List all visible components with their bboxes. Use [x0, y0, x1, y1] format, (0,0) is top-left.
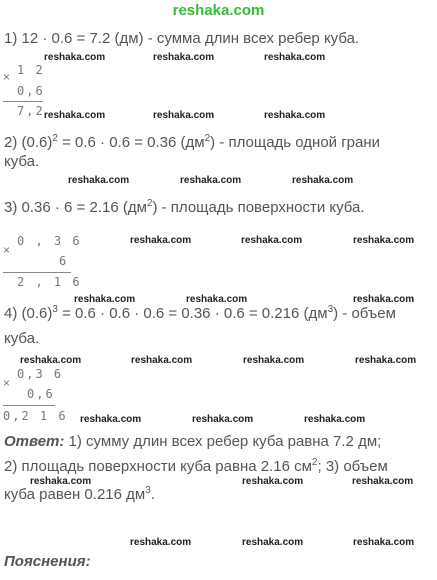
- step-3: 3) 0.36 · 6 = 2.16 $(дм^2)$ - площадь поверхности куба.: [4, 198, 365, 216]
- step-2: 2) $(0.6)^2 = 0.6 \cdot 0.6 = 0.36$ $(дм^2)$ - площадь одной грани: [4, 133, 381, 151]
- watermark: reshaka.com: [304, 414, 366, 425]
- watermark: reshaka.com: [153, 110, 215, 121]
- answer-line-1: Ответ: 1) сумму длин всех ребер куба равна 7.2 дм;: [4, 433, 382, 450]
- watermark: reshaka.com: [74, 294, 136, 305]
- calc-3-result: 0,2 1 6: [3, 409, 68, 423]
- watermark: reshaka.com: [131, 355, 193, 366]
- watermark: reshaka.com: [292, 175, 354, 186]
- watermark: reshaka.com: [242, 537, 304, 548]
- watermark: reshaka.com: [243, 355, 305, 366]
- watermark: reshaka.com: [353, 235, 415, 246]
- calc-1-top: 1 2: [17, 63, 45, 77]
- watermark: reshaka.com: [352, 476, 414, 487]
- calc-2-result: 2 , 1 6: [17, 275, 82, 289]
- watermark: reshaka.com: [80, 414, 142, 425]
- watermark: reshaka.com: [186, 294, 248, 305]
- watermark: reshaka.com: [130, 537, 192, 548]
- multiply-sign-1: ×: [3, 70, 11, 84]
- watermark: reshaka.com: [192, 414, 254, 425]
- answer-line-3: куба равен 0.216 $дм^3$.: [4, 485, 155, 503]
- calc-2-rule: [3, 272, 71, 273]
- watermark: reshaka.com: [44, 110, 106, 121]
- step-2-cont: куба.: [4, 153, 40, 170]
- calc-1-rule: [3, 101, 43, 102]
- calc-1-mid: 0,6: [17, 84, 45, 98]
- watermark: reshaka.com: [44, 52, 106, 63]
- watermark: reshaka.com: [68, 175, 130, 186]
- explanations-heading: Пояснения:: [4, 553, 91, 570]
- watermark: reshaka.com: [130, 235, 192, 246]
- watermark: reshaka.com: [30, 476, 92, 487]
- watermark: reshaka.com: [180, 175, 242, 186]
- multiply-sign-2: ×: [3, 243, 11, 257]
- watermark: reshaka.com: [241, 235, 303, 246]
- watermark: reshaka.com: [153, 52, 215, 63]
- watermark: reshaka.com: [353, 294, 415, 305]
- watermark: reshaka.com: [264, 52, 326, 63]
- watermark: reshaka.com: [355, 355, 417, 366]
- step-4-cont: куба.: [4, 330, 40, 347]
- site-title[interactable]: reshaka.com: [172, 2, 265, 19]
- calc-2-top: 0 , 3 6: [17, 234, 82, 248]
- step-1: 1) 12 · 0.6 = 7.2 (дм) - сумма длин всех ребер куба.: [4, 30, 360, 47]
- watermark: reshaka.com: [242, 476, 304, 487]
- watermark: reshaka.com: [20, 355, 82, 366]
- answer-line-2: 2) площадь поверхности куба равна 2.16 $см^2$; 3) объем: [4, 457, 388, 475]
- watermark: reshaka.com: [353, 537, 415, 548]
- calc-3-top: 0,3 6: [17, 367, 64, 381]
- calc-3-rule: [3, 405, 55, 406]
- calc-1-result: 7,2: [17, 104, 45, 118]
- calc-3-mid: 0,6: [27, 387, 55, 401]
- multiply-sign-3: ×: [3, 376, 11, 390]
- watermark: reshaka.com: [264, 110, 326, 121]
- step-4: 4) $(0.6)^3 = 0.6 \cdot 0.6 \cdot 0.6 = 0.36 \cdot 0.6 = 0.216$ $(дм^3)$ - объем: [4, 304, 396, 322]
- calc-2-mid: 6: [59, 254, 69, 268]
